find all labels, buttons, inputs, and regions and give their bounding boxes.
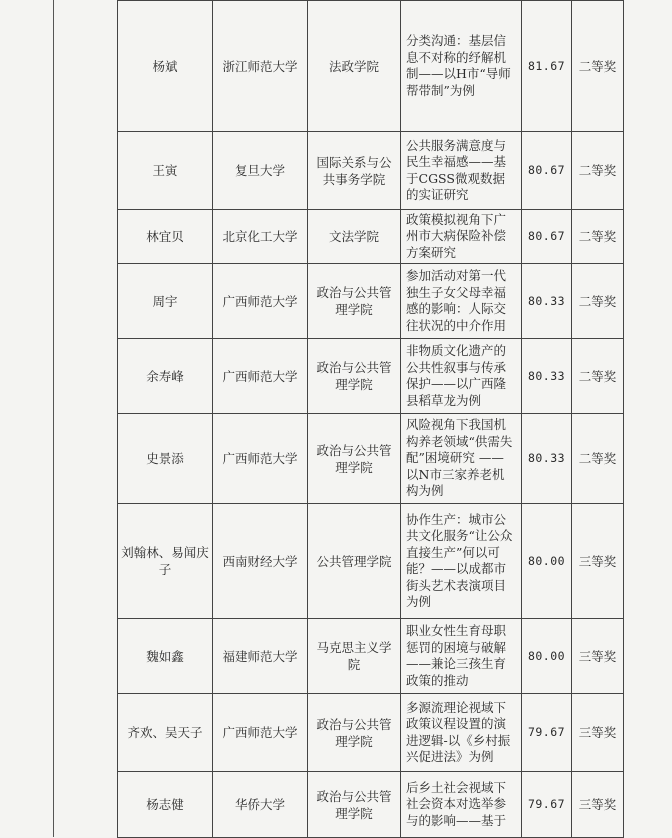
school-cell: 广西师范大学 — [213, 339, 308, 414]
table-row — [118, 619, 624, 694]
school-cell: 广西师范大学 — [213, 694, 308, 772]
table-row — [118, 1, 624, 132]
award-cell: 二等奖 — [572, 210, 624, 264]
award-cell: 二等奖 — [572, 414, 624, 504]
college-cell: 政治与公共管理学院 — [308, 772, 401, 838]
paper-title-cell: 公共服务满意度与民生幸福感——基于CGSS微观数据的实证研究 — [401, 132, 522, 210]
score-cell: 81.67 — [522, 1, 572, 132]
table-row — [118, 339, 624, 414]
table-row — [118, 264, 624, 339]
score-cell: 79.67 — [522, 694, 572, 772]
paper-title-cell: 后乡土社会视域下社会资本对选举参与的影响——基于 — [401, 772, 522, 838]
school-cell: 浙江师范大学 — [213, 1, 308, 132]
table-row — [118, 414, 624, 504]
school-cell: 福建师范大学 — [213, 619, 308, 694]
score-cell: 80.67 — [522, 132, 572, 210]
paper-title-cell: 职业女性生育母职惩罚的困境与破解——兼论三孩生育政策的推动 — [401, 619, 522, 694]
score-cell: 80.00 — [522, 504, 572, 619]
college-cell: 政治与公共管理学院 — [308, 264, 401, 339]
score-cell: 80.33 — [522, 339, 572, 414]
school-cell: 西南财经大学 — [213, 504, 308, 619]
school-cell: 北京化工大学 — [213, 210, 308, 264]
school-cell: 华侨大学 — [213, 772, 308, 838]
college-cell: 政治与公共管理学院 — [308, 339, 401, 414]
score-cell: 80.33 — [522, 414, 572, 504]
paper-title-cell: 风险视角下我国机构养老领域“供需失配”困境研究 ——以N市三家养老机构为例 — [401, 414, 522, 504]
table-row — [118, 694, 624, 772]
awards-table — [117, 0, 624, 838]
score-cell: 79.67 — [522, 772, 572, 838]
award-cell: 二等奖 — [572, 1, 624, 132]
college-cell: 政治与公共管理学院 — [308, 414, 401, 504]
award-cell: 三等奖 — [572, 694, 624, 772]
author-cell: 魏如鑫 — [118, 619, 213, 694]
author-cell: 王寅 — [118, 132, 213, 210]
outer-border-line — [53, 0, 54, 837]
score-cell: 80.00 — [522, 619, 572, 694]
paper-title-cell: 参加活动对第一代独生子女父母幸福感的影响：人际交往状况的中介作用 — [401, 264, 522, 339]
author-cell: 周宇 — [118, 264, 213, 339]
award-cell: 二等奖 — [572, 339, 624, 414]
college-cell: 国际关系与公共事务学院 — [308, 132, 401, 210]
award-cell: 二等奖 — [572, 264, 624, 339]
score-cell: 80.67 — [522, 210, 572, 264]
college-cell: 马克思主义学院 — [308, 619, 401, 694]
college-cell: 法政学院 — [308, 1, 401, 132]
college-cell: 文法学院 — [308, 210, 401, 264]
table-row — [118, 210, 624, 264]
school-cell: 广西师范大学 — [213, 414, 308, 504]
author-cell: 史景添 — [118, 414, 213, 504]
paper-title-cell: 协作生产：城市公共文化服务“让公众直接生产”何以可能？——以成都市街头艺术表演项目为例 — [401, 504, 522, 619]
college-cell: 公共管理学院 — [308, 504, 401, 619]
paper-title-cell: 非物质文化遗产的公共性叙事与传承保护——以广西隆县稻草龙为例 — [401, 339, 522, 414]
award-cell: 三等奖 — [572, 504, 624, 619]
school-cell: 复旦大学 — [213, 132, 308, 210]
award-cell: 二等奖 — [572, 132, 624, 210]
author-cell: 杨斌 — [118, 1, 213, 132]
paper-title-cell: 多源流理论视域下政策议程设置的演进逻辑-以《乡村振兴促进法》为例 — [401, 694, 522, 772]
author-cell: 齐欢、吴天子 — [118, 694, 213, 772]
college-cell: 政治与公共管理学院 — [308, 694, 401, 772]
table-row — [118, 772, 624, 838]
paper-title-cell: 分类沟通：基层信息不对称的纾解机制——以H市“导师帮带制”为例 — [401, 1, 522, 132]
score-cell: 80.33 — [522, 264, 572, 339]
author-cell: 余寿峰 — [118, 339, 213, 414]
award-cell: 三等奖 — [572, 772, 624, 838]
award-cell: 三等奖 — [572, 619, 624, 694]
author-cell: 刘翰林、易闻庆子 — [118, 504, 213, 619]
paper-title-cell: 政策模拟视角下广州市大病保险补偿方案研究 — [401, 210, 522, 264]
author-cell: 杨志健 — [118, 772, 213, 838]
table-row — [118, 132, 624, 210]
table-row — [118, 504, 624, 619]
author-cell: 林宜贝 — [118, 210, 213, 264]
school-cell: 广西师范大学 — [213, 264, 308, 339]
